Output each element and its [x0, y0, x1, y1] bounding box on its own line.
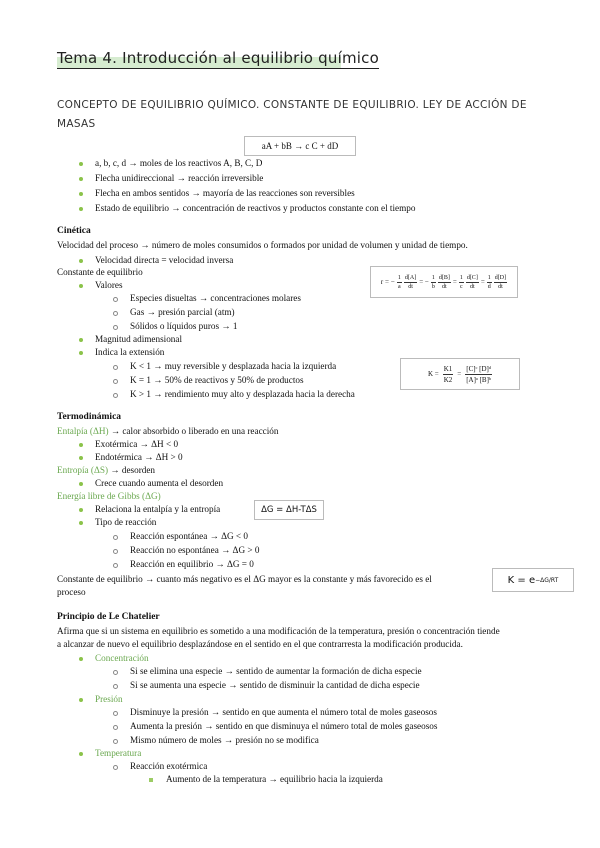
bullet-icon — [79, 443, 83, 447]
sub-bullet-icon — [113, 379, 118, 384]
sub-bullet-icon — [113, 549, 118, 554]
sub-bullet-icon — [113, 739, 118, 744]
sub-bullet-icon — [113, 297, 118, 302]
bullet-icon — [79, 207, 83, 211]
fraction — [404, 274, 417, 291]
bullet-icon — [79, 508, 83, 512]
bullet-icon — [79, 521, 83, 525]
bullet-icon — [79, 192, 83, 196]
chatelier-definition-cont: a alcanzar de nuevo el equilibrio desplazándose en el sentido en el que contrarresta la modificación producida. — [57, 639, 463, 649]
rate-formula-lhs: r = — [380, 278, 389, 286]
reaction-equation: aA + bB → c C + dD — [261, 141, 339, 151]
list-item: Relaciona la entalpía y la entropía — [95, 504, 221, 514]
bullet-icon — [79, 284, 83, 288]
list-item: Si se aumenta una especie → sentido de disminuir la cantidad de dicha especie — [130, 680, 420, 690]
bullet-icon — [79, 338, 83, 342]
list-item: Reacción exotérmica — [130, 761, 208, 771]
equals-sign: = — [457, 370, 462, 378]
frac-den: dt — [442, 283, 447, 290]
list-item: Velocidad directa = velocidad inversa — [95, 255, 234, 265]
list-item: Especies disueltas → concentraciones molares — [130, 293, 301, 303]
frac-num: d[A] — [404, 274, 417, 281]
bullet-icon — [79, 259, 83, 263]
entalpia-rest: → calor absorbido o liberado en una reacción — [110, 426, 279, 436]
sub-bullet-icon — [113, 535, 118, 540]
bullet-icon — [79, 752, 83, 756]
presion-label: Presión — [95, 694, 123, 704]
k-formula-box — [400, 358, 520, 390]
rate-coef: = — [452, 278, 457, 286]
list-item: Mismo número de moles → presión no se modifica — [130, 735, 319, 745]
concentracion-label: Concentración — [95, 653, 149, 663]
temperatura-label: Temperatura — [95, 748, 142, 758]
frac-num: d[C] — [466, 274, 478, 281]
frac-num: d[D] — [494, 274, 507, 281]
sub-bullet-icon — [113, 711, 118, 716]
fraction — [465, 364, 492, 385]
list-item: Endotérmica → ΔH > 0 — [95, 452, 183, 462]
entropia-rest: → desorden — [110, 465, 156, 475]
list-item: Magnitud adimensional — [95, 334, 183, 344]
square-bullet-icon — [149, 778, 153, 782]
frac-den: d — [487, 283, 491, 290]
frac-den: b — [431, 283, 435, 290]
frac-den: c — [459, 283, 463, 290]
list-item: Sólidos o líquidos puros → 1 — [130, 321, 238, 331]
fraction — [487, 274, 492, 291]
rate-formula-box — [370, 266, 518, 298]
list-item: K < 1 → muy reversible y desplazada hacia la izquierda — [130, 361, 337, 371]
frac-den: K2 — [443, 375, 453, 384]
list-item: Exotérmica → ΔH < 0 — [95, 439, 179, 449]
sub-bullet-icon — [113, 684, 118, 689]
list-item: Valores — [95, 280, 123, 290]
frac-den: dt — [498, 283, 503, 290]
frac-den: dt — [469, 283, 475, 290]
frac-den: a — [398, 283, 401, 290]
bullet-icon — [79, 456, 83, 460]
velocity-definition: Velocidad del proceso → número de moles consumidos o formados por unidad de volumen y unidad de tiempo. — [57, 240, 468, 250]
heading-termodinamica: Termodinámica — [57, 412, 122, 422]
entropia-line — [57, 465, 155, 475]
list-item: Disminuye la presión → sentido en que aumenta el número total de moles gaseosos — [130, 707, 437, 717]
frac-den: dt — [408, 283, 413, 290]
list-item: K > 1 → rendimiento muy alto y desplazada hacia la derecha — [130, 389, 355, 399]
list-item: Flecha unidireccional → reacción irreversible — [95, 173, 264, 183]
sub-bullet-icon — [113, 365, 118, 370]
chatelier-definition: Afirma que si un sistema en equilibrio es sometido a una modificación de la temperatura, presión o concentración tiende — [57, 626, 500, 636]
rate-coef: = — [480, 278, 485, 286]
bullet-icon — [79, 351, 83, 355]
fraction — [466, 274, 479, 291]
frac-num: [C]ᶜ [D]ᵈ — [466, 364, 492, 373]
k-exp-base: K = e — [507, 574, 536, 586]
list-item: Estado de equilibrio → concentración de reactivos y productos constante con el tiempo — [95, 203, 416, 213]
frac-num: K1 — [443, 364, 453, 373]
bullet-icon — [79, 177, 83, 181]
frac-den: [A]ᵃ [B]ᵇ — [466, 375, 492, 384]
list-item: Reacción no espontánea → ΔG > 0 — [130, 545, 260, 555]
list-item: Gas → presión parcial (atm) — [130, 307, 235, 317]
reaction-equation-box — [244, 136, 356, 156]
list-item: Reacción espontánea → ΔG < 0 — [130, 531, 248, 541]
fraction — [397, 274, 402, 291]
frac-num: 1 — [459, 274, 463, 281]
bullet-icon — [79, 657, 83, 661]
rate-coef: − — [390, 278, 395, 286]
sub-bullet-icon — [113, 563, 118, 568]
list-item: Aumento de la temperatura → equilibrio hacia la izquierda — [166, 774, 383, 784]
heading-chatelier: Principio de Le Chatelier — [57, 612, 160, 622]
constant-description-cont: proceso — [57, 587, 86, 597]
k-exp-power: −ΔG/RT — [535, 576, 559, 584]
fraction — [438, 274, 451, 291]
list-item: Si se elimina una especie → sentido de aumentar la formación de dicha especie — [130, 666, 422, 676]
list-item: Crece cuando aumenta el desorden — [95, 478, 224, 488]
constant-label: Constante de equilibrio — [57, 267, 143, 277]
section-heading-concept: CONCEPTO DE EQUILIBRIO QUÍMICO. CONSTANTE DE EQUILIBRIO. LEY DE ACCIÓN DE MASAS — [57, 99, 527, 130]
bullet-icon — [79, 698, 83, 702]
heading-cinetica: Cinética — [57, 226, 91, 236]
bullet-icon — [79, 162, 83, 166]
sub-bullet-icon — [113, 393, 118, 398]
fraction — [459, 274, 464, 291]
gibbs-formula: ΔG = ΔH-TΔS — [261, 505, 317, 515]
list-item: Reacción en equilibrio → ΔG = 0 — [130, 559, 254, 569]
sub-bullet-icon — [113, 670, 118, 675]
gibbs-formula-box — [254, 500, 324, 520]
entropia-label: Entropía (ΔS) — [57, 465, 109, 475]
frac-num: d[B] — [438, 274, 450, 281]
page-title: Tema 4. Introducción al equilibrio químico — [57, 49, 379, 67]
frac-num: 1 — [431, 274, 435, 281]
constant-description: Constante de equilibrio → cuanto más negativo es el ΔG mayor es la constante y más favorecido es el — [57, 574, 432, 584]
list-item: K = 1 → 50% de reactivos y 50% de productos — [130, 375, 304, 385]
sub-bullet-icon — [113, 725, 118, 730]
entalpia-label: Entalpía (ΔH) — [57, 426, 109, 436]
list-item: Flecha en ambos sentidos → mayoría de las reacciones son reversibles — [95, 188, 355, 198]
k-exponential-box — [492, 568, 574, 592]
frac-num: 1 — [397, 274, 401, 281]
k-formula-lhs: K = — [427, 370, 439, 378]
gibbs-label: Energía libre de Gibbs (ΔG) — [57, 491, 161, 501]
sub-bullet-icon — [113, 311, 118, 316]
fraction — [443, 364, 454, 385]
sub-bullet-icon — [113, 765, 118, 770]
entalpia-line — [57, 426, 278, 436]
list-item: Indica la extensión — [95, 347, 165, 357]
list-item: Aumenta la presión → sentido en que disminuya el número total de moles gaseosos — [130, 721, 438, 731]
fraction — [431, 274, 436, 291]
list-item: Tipo de reacción — [95, 517, 157, 527]
rate-coef: = − — [419, 278, 429, 286]
bullet-icon — [79, 482, 83, 486]
frac-num: 1 — [487, 274, 491, 281]
fraction — [494, 274, 507, 291]
list-item: a, b, c, d → moles de los reactivos A, B, C, D — [95, 158, 263, 168]
sub-bullet-icon — [113, 325, 118, 330]
